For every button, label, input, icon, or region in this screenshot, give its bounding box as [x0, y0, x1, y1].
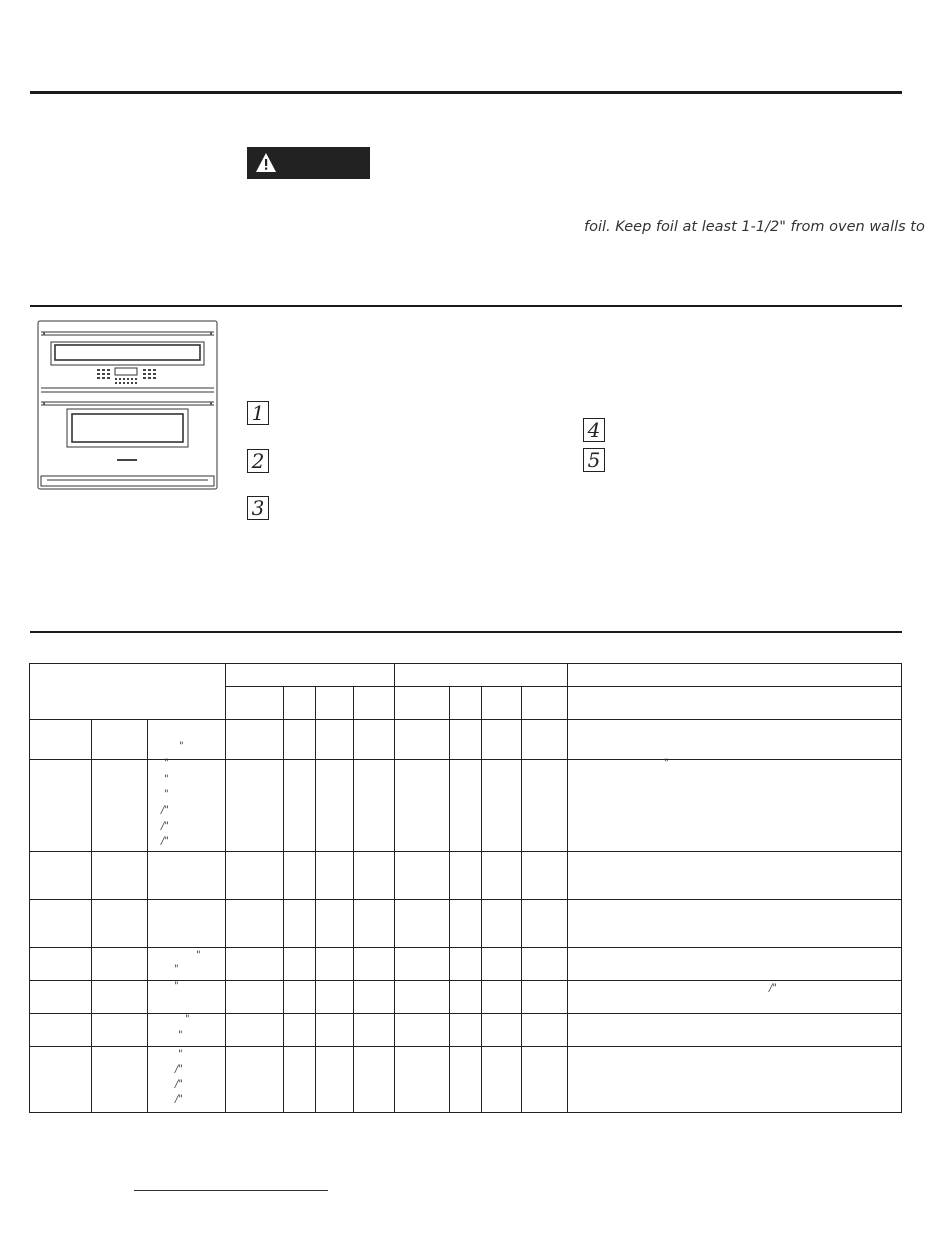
table-subheader-cell [568, 687, 902, 720]
double-oven-illustration [37, 320, 218, 492]
inch-mark: " [174, 981, 179, 992]
table-row [30, 852, 902, 900]
inch-mark: /" [175, 1079, 183, 1090]
table-subheader-cell [482, 687, 522, 720]
section-rule-middle [30, 305, 902, 307]
table-row [30, 900, 902, 948]
inch-mark: " [185, 1014, 190, 1025]
step-1-marker: 1 [247, 401, 269, 425]
table-row [30, 948, 902, 981]
inch-mark: /" [175, 1094, 183, 1105]
table-subheader-cell [395, 687, 450, 720]
table-subheader-cell [316, 687, 354, 720]
table-row [30, 1014, 902, 1047]
step-2-marker: 2 [247, 449, 269, 473]
table-header-cell [395, 664, 568, 687]
inch-mark: /" [769, 983, 777, 994]
table-subheader-cell [522, 687, 568, 720]
table-row [30, 1047, 902, 1113]
step-3-marker: 3 [247, 496, 269, 520]
table-subheader-cell [450, 687, 482, 720]
table-subheader-cell [284, 687, 316, 720]
table-subheader-cell [354, 687, 395, 720]
inch-mark: " [174, 964, 179, 975]
inch-mark: " [164, 774, 169, 785]
warning-banner [247, 147, 370, 179]
table-subheader-cell [226, 687, 284, 720]
step-5-marker: 5 [583, 448, 605, 472]
table-row [30, 720, 902, 760]
cooking-chart-table [29, 663, 902, 1113]
inch-mark: " [164, 789, 169, 800]
inch-mark: " [164, 758, 169, 769]
foil-instruction-text: foil. Keep foil at least 1-1/2" from oven walls to [584, 219, 925, 235]
step-4-marker: 4 [583, 418, 605, 442]
inch-mark: /" [175, 1064, 183, 1075]
warning-triangle-icon [255, 152, 277, 173]
inch-mark: /" [161, 805, 169, 816]
inch-mark: " [178, 1030, 183, 1041]
footnote-separator [134, 1190, 328, 1191]
section-rule-bottom [30, 631, 902, 633]
inch-mark: " [178, 1049, 183, 1060]
inch-mark: /" [161, 821, 169, 832]
inch-mark: /" [161, 836, 169, 847]
table-header-row [30, 664, 902, 687]
table-header-cell [30, 664, 226, 720]
inch-mark: " [196, 950, 201, 961]
table-header-cell [226, 664, 395, 687]
table-header-cell [568, 664, 902, 687]
section-rule-top [30, 91, 902, 94]
inch-mark: " [179, 741, 184, 752]
inch-mark: " [664, 758, 669, 769]
